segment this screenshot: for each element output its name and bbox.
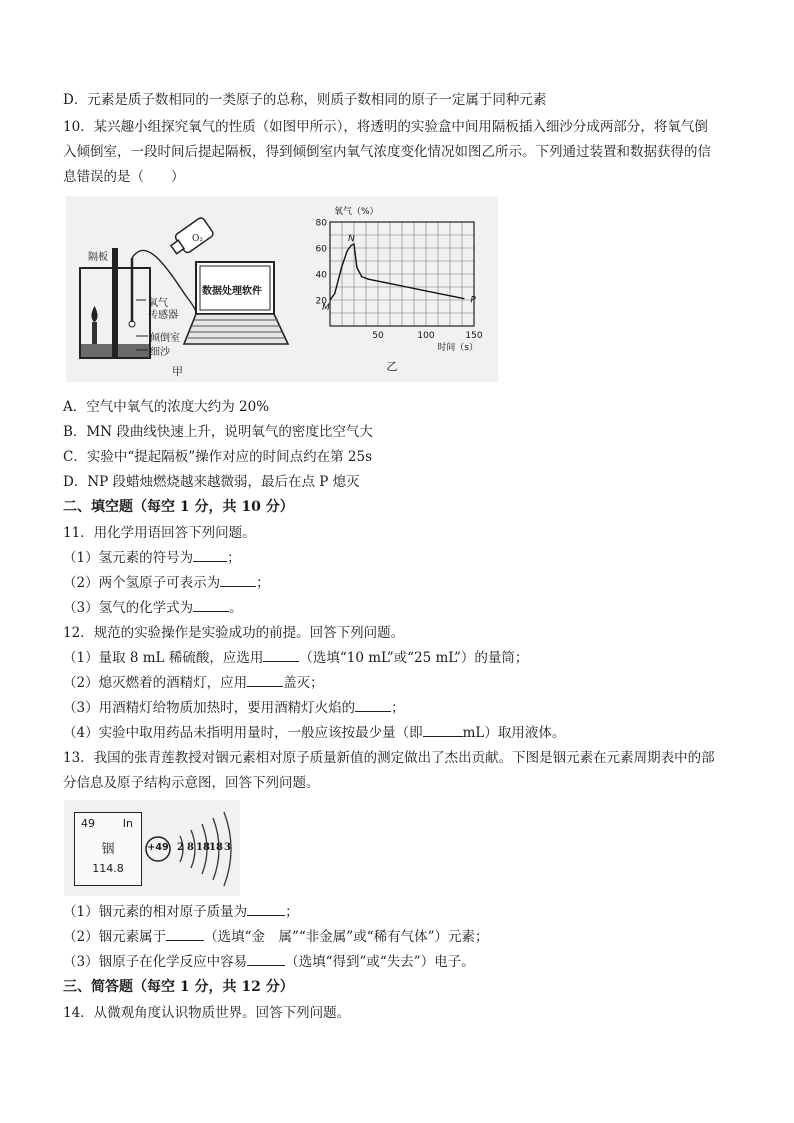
label-sensor-2: 传感器 [148, 310, 178, 321]
partition-board [112, 248, 118, 358]
y-tick-label: 40 [315, 270, 327, 281]
q11-blank2[interactable] [220, 586, 256, 587]
figure-jia-apparatus [66, 196, 316, 382]
q9-option-d: D．元素是质子数相同的一类原子的总称，则质子数相同的原子一定属于同种元素 [63, 92, 547, 108]
candle-icon [92, 322, 97, 344]
q10-option-d: D．NP 段蜡烛燃烧越来越微弱，最后在点 P 熄灭 [63, 474, 360, 490]
x-tick-label: 50 [372, 331, 384, 341]
series-line-oxygen [330, 244, 464, 300]
section3-title: 三、简答题（每空 1 分，共 12 分） [63, 979, 294, 995]
q10-option-b: B．MN 段曲线快速上升，说明氧气的密度比空气大 [63, 424, 373, 440]
q12-sub3 [63, 698, 405, 718]
q13-sub3 [63, 952, 475, 972]
element-name: 铟 [101, 842, 115, 857]
shell-2-count: 8 [187, 842, 194, 853]
q12-sub4-text: （4）实验中取用药品未指明用量时，一般应该按最少量（即 [63, 725, 423, 741]
label-o2: O₂ [192, 234, 203, 244]
chart-title: 氧气（%） [334, 207, 379, 217]
caption-jia: 甲 [172, 365, 183, 378]
chart-series [330, 244, 464, 300]
y-tick-label: 20 [315, 296, 327, 307]
q11-sub1 [63, 548, 241, 568]
shell-3-count: 18 [196, 842, 210, 853]
apparatus-diagram [66, 196, 316, 382]
x-axis-label: 时间（s） [437, 343, 478, 353]
q13-sub3-end: （选填“得到”或“失去”）电子。 [285, 954, 475, 970]
laptop-keyboard [184, 314, 288, 344]
figure-indium [64, 800, 240, 896]
q10-stem-line1: 10．某兴趣小组探究氧气的性质（如图甲所示），将透明的实验盒中间用隔板插入细沙分成两部分，将氧气倒 [63, 119, 708, 135]
q12-sub2-text: （2）熄灭燃着的酒精灯，应用 [63, 675, 248, 691]
q12-sub1 [63, 648, 528, 668]
q13-sub2-end: （选填“金 属”“非金属”或“稀有气体”）元素； [204, 929, 489, 945]
q13-sub1 [63, 902, 299, 922]
section2-title: 二、填空题（每空 1 分，共 10 分） [63, 499, 294, 515]
q13-stem-line2: 分信息及原子结构示意图，回答下列问题。 [63, 775, 320, 791]
q12-sub1-end: （选填“10 mL”或“25 mL”）的量筒； [299, 650, 529, 666]
q10-option-c: C．实验中“提起隔板”操作对应的时间点约在第 25s [63, 449, 373, 465]
label-sand: 细沙 [150, 347, 170, 358]
q12-blank2[interactable] [247, 686, 283, 687]
label-sensor-1: 氧气 [148, 298, 168, 309]
q11-blank3[interactable] [193, 611, 229, 612]
oxygen-concentration-chart [304, 196, 498, 382]
q11-sub3 [63, 598, 243, 618]
q10-option-a: A．空气中氧气的浓度大约为 20% [63, 399, 270, 415]
q11-sub2-text: （2）两个氢原子可表示为 [63, 575, 221, 591]
q12-blank3[interactable] [355, 711, 391, 712]
laptop-screen-text: 数据处理软件 [202, 286, 262, 297]
point-label-n: N [348, 234, 355, 245]
q11-sub2 [63, 573, 270, 593]
q12-sub4 [63, 723, 565, 743]
shell-4-count: 18 [209, 842, 223, 853]
q13-sub1-text: （1）铟元素的相对原子质量为 [63, 904, 248, 920]
q13-sub2-text: （2）铟元素属于 [63, 929, 167, 945]
y-tick-label: 80 [315, 218, 327, 229]
nucleus-charge: +49 [147, 842, 169, 853]
x-tick-label: 150 [465, 331, 483, 341]
q11-sub2-end: ； [256, 575, 270, 591]
q13-blank1[interactable] [247, 915, 285, 916]
element-mass: 114.8 [92, 862, 124, 875]
q12-sub3-end: ； [391, 700, 405, 716]
q12-sub3-text: （3）用酒精灯给物质加热时，要用酒精灯火焰的 [63, 700, 356, 716]
q12-sub2 [63, 673, 324, 693]
q12-sub4-end: mL）取用液体。 [462, 725, 566, 741]
q13-stem-line1: 13．我国的张青莲教授对铟元素相对原子质量新值的测定做出了杰出贡献。下图是铟元素在元素周期表中的部 [63, 750, 715, 766]
q10-stem-line3: 息错误的是（ ） [63, 169, 185, 185]
point-label-m: M [322, 303, 330, 313]
element-symbol: In [122, 817, 133, 830]
q13-sub3-text: （3）铟原子在化学反应中容易 [63, 954, 248, 970]
q11-sub1-end: ； [227, 550, 241, 566]
shell-1-count: 2 [177, 842, 184, 853]
y-tick-label: 60 [315, 244, 327, 255]
q11-stem: 11．用化学用语回答下列问题。 [63, 525, 256, 541]
shell-5-count: 3 [224, 842, 231, 853]
q11-sub1-text: （1）氢元素的符号为 [63, 550, 194, 566]
q11-sub3-end: 。 [229, 600, 243, 616]
label-pour-room: 倾倒室 [150, 333, 180, 344]
element-number: 49 [81, 817, 95, 830]
q12-blank1[interactable] [263, 661, 299, 662]
q11-sub3-text: （3）氢气的化学式为 [63, 600, 194, 616]
figure-yi-chart [304, 196, 498, 382]
q13-sub2 [63, 927, 489, 947]
chart-labels [316, 205, 483, 373]
flame-icon [91, 306, 97, 322]
chart-caption: 乙 [386, 360, 398, 373]
q11-blank1[interactable] [193, 561, 227, 562]
x-tick-label: 100 [417, 331, 435, 341]
point-label-p: P [470, 295, 476, 306]
label-partition: 隔板 [88, 252, 108, 263]
q12-sub2-end: 盖灭； [283, 675, 324, 691]
element-card [74, 812, 142, 886]
q10-stem-line2: 入倾倒室，一段时间后提起隔板，得到倾倒室内氧气浓度变化情况如图乙所示。下列通过装置和数据获得的信 [63, 144, 711, 160]
q13-blank2[interactable] [166, 940, 204, 941]
q12-stem: 12．规范的实验操作是实验成功的前提。回答下列问题。 [63, 625, 405, 641]
q14-stem: 14．从微观角度认识物质世界。回答下列问题。 [63, 1005, 351, 1021]
q13-sub1-end: ； [285, 904, 299, 920]
q12-blank4[interactable] [423, 736, 463, 737]
q13-blank3[interactable] [247, 965, 285, 966]
q12-sub1-text: （1）量取 8 mL 稀硫酸，应选用 [63, 650, 264, 666]
o2-bottle-icon [167, 216, 214, 258]
